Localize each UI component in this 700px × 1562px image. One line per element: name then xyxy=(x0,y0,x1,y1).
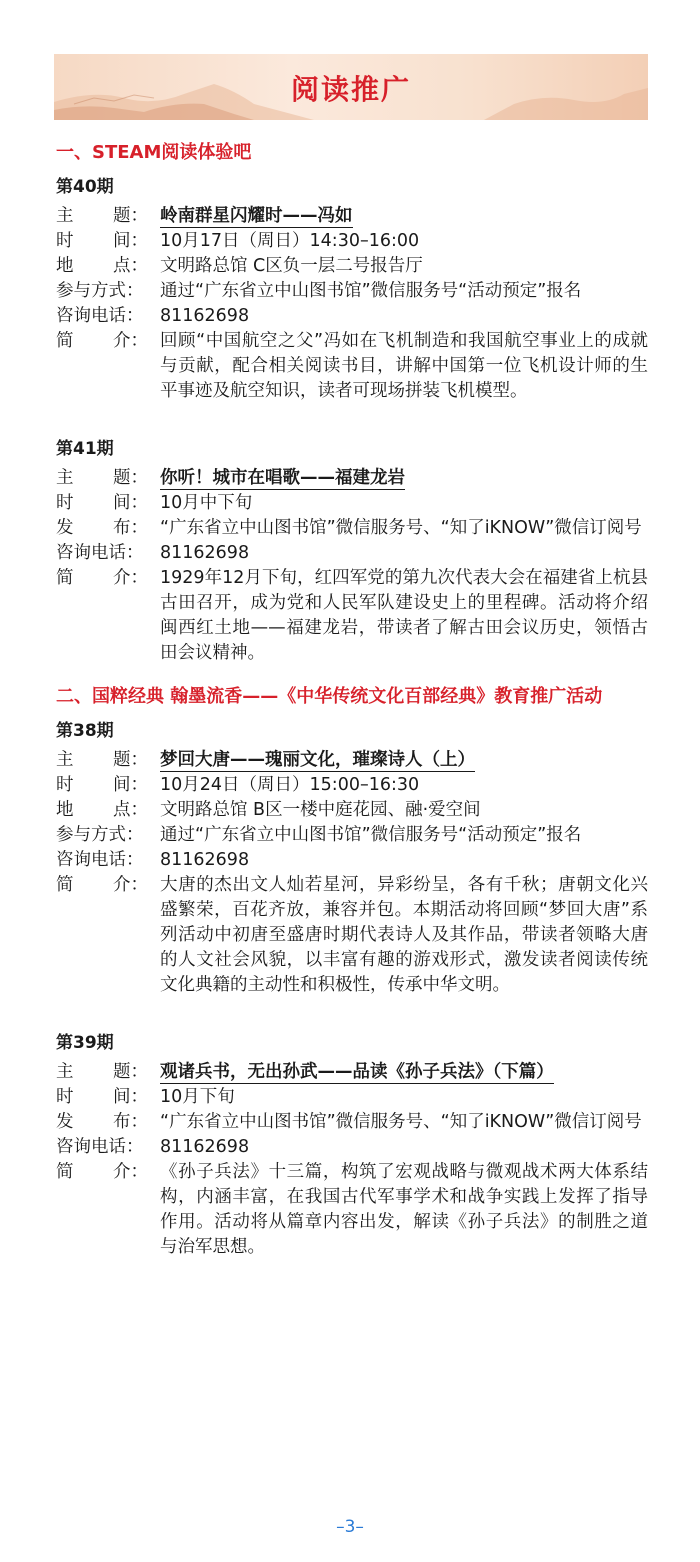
field-place xyxy=(56,798,648,823)
time-value: 10月下旬 xyxy=(160,1087,235,1107)
label-phone: 咨询电话： xyxy=(56,1137,144,1157)
label-char: 时 xyxy=(56,1087,74,1107)
intro-value: 《孙子兵法》十三篇，构筑了宏观战略与微观战术两大体系结构，内涵丰富，在我国古代军事学术和战争实践上发挥了指导作用。活动将从篇章内容出发，解读《孙子兵法》的制胜之道与治军思想。 xyxy=(160,1162,648,1257)
intro-value: 大唐的杰出文人灿若星河，异彩纷呈，各有千秋；唐朝文化兴盛繁荣，百花齐放，兼容并包。本期活动将回顾“梦回大唐”系列活动中初唐至盛唐时期代表诗人及其作品，带读者领略大唐的人文社会风貌，以丰富有趣的游戏形式，激发读者阅读传统文化典籍的主动性和积极性，传承中华文明。 xyxy=(160,875,648,995)
label-char: 发 xyxy=(56,1112,74,1132)
field-topic xyxy=(56,748,648,773)
label-char: 题： xyxy=(113,206,148,226)
section-title: 二、国粹经典 翰墨流香——《中华传统文化百部经典》教育推广活动 xyxy=(56,686,603,707)
phone-value: 81162698 xyxy=(160,306,250,326)
publish-value: “广东省立中山图书馆”微信服务号、“知了iKNOW”微信订阅号 xyxy=(160,518,642,538)
label-char: 地 xyxy=(56,256,74,276)
label-char: 题： xyxy=(113,468,148,488)
field-time xyxy=(56,1085,648,1110)
label-char: 主 xyxy=(56,750,74,770)
field-intro xyxy=(56,1160,648,1260)
label-char: 布： xyxy=(113,518,148,538)
topic-title: 你听！城市在唱歌——福建龙岩 xyxy=(160,468,405,488)
topic-title: 梦回大唐——瑰丽文化，璀璨诗人（上） xyxy=(160,750,475,770)
label-char: 地 xyxy=(56,800,74,820)
label-char: 间： xyxy=(113,493,148,513)
issue-number: 第38期 xyxy=(56,721,114,741)
field-topic xyxy=(56,466,648,491)
topic-title: 岭南群星闪耀时——冯如 xyxy=(160,206,353,226)
field-topic xyxy=(56,1060,648,1085)
time-value: 10月17日（周日）14:30–16:00 xyxy=(160,231,420,251)
phone-value: 81162698 xyxy=(160,543,250,563)
label-join: 参与方式： xyxy=(56,825,144,845)
label-char: 简 xyxy=(56,568,74,588)
join-value: 通过“广东省立中山图书馆”微信服务号“活动预定”报名 xyxy=(160,281,582,301)
field-phone xyxy=(56,304,648,329)
topic-title: 观诸兵书，无出孙武——品读《孙子兵法》（下篇） xyxy=(160,1062,554,1082)
issue-number: 第41期 xyxy=(56,439,114,459)
time-value: 10月24日（周日）15:00–16:30 xyxy=(160,775,420,795)
field-join xyxy=(56,279,648,304)
page-title: 阅读推广 xyxy=(290,73,411,106)
label-char: 介： xyxy=(113,875,148,895)
page-number: –3– xyxy=(336,1517,364,1537)
label-char: 发 xyxy=(56,518,74,538)
field-time xyxy=(56,491,648,516)
field-phone xyxy=(56,541,648,566)
publish-value: “广东省立中山图书馆”微信服务号、“知了iKNOW”微信订阅号 xyxy=(160,1112,642,1132)
field-intro xyxy=(56,566,648,666)
field-time xyxy=(56,773,648,798)
intro-value: 回顾“中国航空之父”冯如在飞机制造和我国航空事业上的成就与贡献，配合相关阅读书目，讲解中国第一位飞机设计师的生平事迹及航空知识，读者可现场拼装飞机模型。 xyxy=(160,331,648,401)
field-publish xyxy=(56,516,648,541)
label-char: 主 xyxy=(56,1062,74,1082)
place-value: 文明路总馆 C区负一层二号报告厅 xyxy=(160,256,423,276)
label-char: 主 xyxy=(56,468,74,488)
field-join xyxy=(56,823,648,848)
field-place xyxy=(56,254,648,279)
time-value: 10月中下旬 xyxy=(160,493,253,513)
label-char: 简 xyxy=(56,875,74,895)
field-time xyxy=(56,229,648,254)
field-intro xyxy=(56,329,648,404)
label-phone: 咨询电话： xyxy=(56,543,144,563)
label-char: 介： xyxy=(113,1162,148,1182)
label-char: 间： xyxy=(113,1087,148,1107)
label-char: 题： xyxy=(113,1062,148,1082)
phone-value: 81162698 xyxy=(160,1137,250,1157)
label-char: 时 xyxy=(56,493,74,513)
issue-number: 第39期 xyxy=(56,1033,114,1053)
document-body xyxy=(56,138,648,1260)
label-join: 参与方式： xyxy=(56,281,144,301)
join-value: 通过“广东省立中山图书馆”微信服务号“活动预定”报名 xyxy=(160,825,582,845)
label-char: 间： xyxy=(113,231,148,251)
label-char: 点： xyxy=(113,256,148,276)
label-char: 题： xyxy=(113,750,148,770)
intro-value: 1929年12月下旬，红四军党的第九次代表大会在福建省上杭县古田召开，成为党和人民军队建设史上的里程碑。活动将介绍闽西红土地——福建龙岩，带读者了解古田会议历史，领悟古田会议精神。 xyxy=(160,568,648,663)
field-phone xyxy=(56,1135,648,1160)
label-char: 间： xyxy=(113,775,148,795)
label-char: 简 xyxy=(56,331,74,351)
section-title: 一、STEAM阅读体验吧 xyxy=(56,142,252,163)
field-phone xyxy=(56,848,648,873)
label-char: 布： xyxy=(113,1112,148,1132)
field-intro xyxy=(56,873,648,998)
label-phone: 咨询电话： xyxy=(56,850,144,870)
label-char: 主 xyxy=(56,206,74,226)
phone-value: 81162698 xyxy=(160,850,250,870)
label-char: 介： xyxy=(113,331,148,351)
label-char: 介： xyxy=(113,568,148,588)
label-char: 点： xyxy=(113,800,148,820)
field-topic xyxy=(56,204,648,229)
place-value: 文明路总馆 B区一楼中庭花园、融·爱空间 xyxy=(160,800,481,820)
issue-number: 第40期 xyxy=(56,177,114,197)
field-publish xyxy=(56,1110,648,1135)
header-banner xyxy=(54,54,648,120)
label-char: 简 xyxy=(56,1162,74,1182)
label-char: 时 xyxy=(56,775,74,795)
label-phone: 咨询电话： xyxy=(56,306,144,326)
label-char: 时 xyxy=(56,231,74,251)
